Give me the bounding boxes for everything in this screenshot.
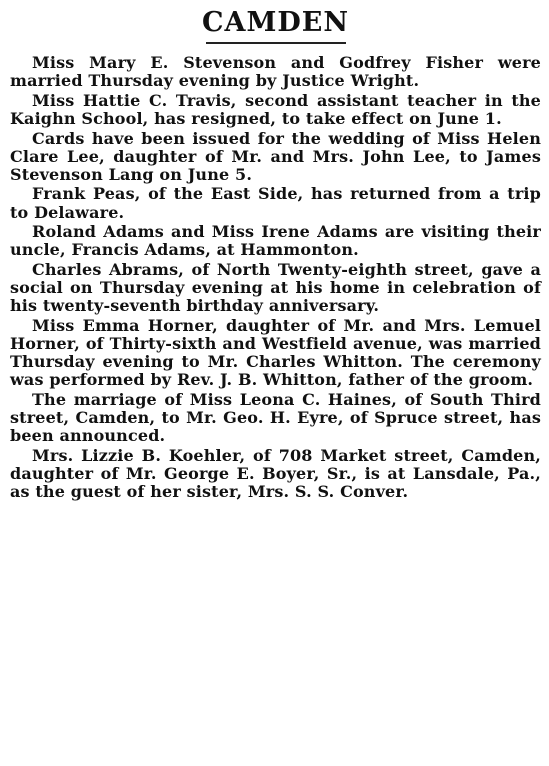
news-item: Charles Abrams, of North Twenty-eighth street, gave a social on Thursday evening at his home in celebration of his twenty-seventh birthday anniversary. — [10, 260, 541, 316]
news-item: Mrs. Lizzie B. Koehler, of 708 Market street, Camden, daughter of Mr. George E. Boyer, Sr., is at Lansdale, Pa., as the guest of her sister, Mrs. S. S. Conver. — [10, 445, 541, 501]
news-item: Frank Peas, of the East Side, has returned from a trip to Delaware. — [10, 184, 541, 222]
headline-rule — [206, 42, 346, 44]
news-item: Miss Hattie C. Travis, second assistant teacher in the Kaighn School, has resigned, to take effect on June 1. — [10, 90, 541, 128]
article-headline: CAMDEN — [202, 7, 349, 38]
news-item: The marriage of Miss Leona C. Haines, of South Third street, Camden, to Mr. Geo. H. Eyre, of Spruce street, has been announced. — [10, 389, 541, 446]
news-item: Miss Emma Horner, daughter of Mr. and Mrs. Lemuel Horner, of Thirty-sixth and Westfield avenue, was married Thursday evening to Mr. Charles Whitton. The ceremony was performed by Rev. J. B. Whitton, father of the groom. — [10, 315, 541, 390]
news-item: Roland Adams and Miss Irene Adams are visiting their uncle, Francis Adams, at Hammonton. — [10, 222, 541, 260]
news-item: Cards have been issued for the wedding of Miss Helen Clare Lee, daughter of Mr. and Mrs. John Lee, to James Stevenson Lang on June 5. — [10, 128, 541, 184]
news-item: Miss Mary E. Stevenson and Godfrey Fisher were married Thursday evening by Justice Wright. — [10, 53, 541, 91]
